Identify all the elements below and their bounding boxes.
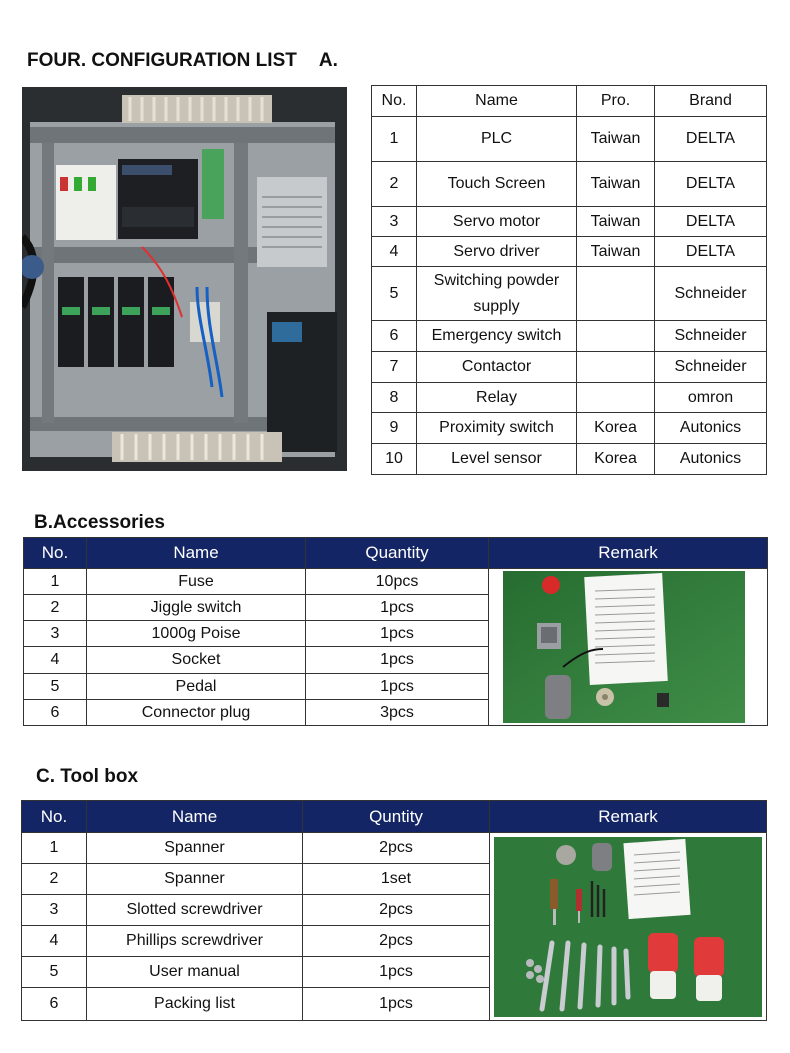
configuration-table: [371, 85, 767, 475]
table-row: 6 Emergency switch Schneider: [372, 321, 767, 352]
table-row: 5 Pedal 1pcs: [24, 674, 768, 700]
table-row: 1 Fuse 10pcs: [24, 569, 768, 595]
table-row: 3 Slotted screwdriver 2pcs: [22, 895, 767, 926]
electrical-cabinet-photo: [22, 87, 347, 471]
column-header-brand: Brand: [655, 86, 767, 117]
table-row: 4 Servo driver Taiwan DELTA: [372, 237, 767, 267]
table-row: 4 Socket 1pcs: [24, 647, 768, 674]
table-row: 10 Level sensor Korea Autonics: [372, 444, 767, 475]
table-row: 2 Spanner 1set: [22, 864, 767, 895]
column-header-quntity: Quntity: [303, 801, 490, 833]
table-row: 8 Relay omron: [372, 383, 767, 413]
table-row: 7 Contactor Schneider: [372, 352, 767, 383]
table-row: 5 User manual 1pcs: [22, 957, 767, 988]
column-header-name: Name: [417, 86, 577, 117]
table-row: 9 Proximity switch Korea Autonics: [372, 413, 767, 444]
column-header-pro: Pro.: [577, 86, 655, 117]
table-row: 4 Phillips screwdriver 2pcs: [22, 926, 767, 957]
column-header-no: No.: [22, 801, 87, 833]
column-header-name: Name: [87, 801, 303, 833]
section-a-title: FOUR. CONFIGURATION LIST A.: [27, 50, 338, 71]
table-row: 5 Switching powder supply Schneider: [372, 267, 767, 321]
section-c-title: C. Tool box: [36, 766, 139, 787]
table-row: 3 1000g Poise 1pcs: [24, 621, 768, 647]
tool-box-photo: [494, 837, 762, 1017]
table-row: 2 Touch Screen Taiwan DELTA: [372, 162, 767, 207]
accessories-photo: [503, 571, 745, 723]
column-header-no: No.: [24, 538, 87, 569]
section-b-title: B.Accessories: [34, 512, 165, 533]
table-row: 6 Connector plug 3pcs: [24, 700, 768, 726]
tool-box-table: [21, 800, 767, 1021]
column-header-remark: Remark: [489, 538, 768, 569]
accessories-table: [23, 537, 768, 726]
column-header-no: No.: [372, 86, 417, 117]
table-row: 3 Servo motor Taiwan DELTA: [372, 207, 767, 237]
column-header-name: Name: [87, 538, 306, 569]
table-row: 2 Jiggle switch 1pcs: [24, 595, 768, 621]
accessories-remark-cell: [489, 569, 768, 726]
column-header-quantity: Quantity: [306, 538, 489, 569]
tool-box-remark-cell: [490, 833, 767, 1021]
table-row: 6 Packing list 1pcs: [22, 988, 767, 1021]
column-header-remark: Remark: [490, 801, 767, 833]
table-row: 1 PLC Taiwan DELTA: [372, 117, 767, 162]
table-row: 1 Spanner 2pcs: [22, 833, 767, 864]
